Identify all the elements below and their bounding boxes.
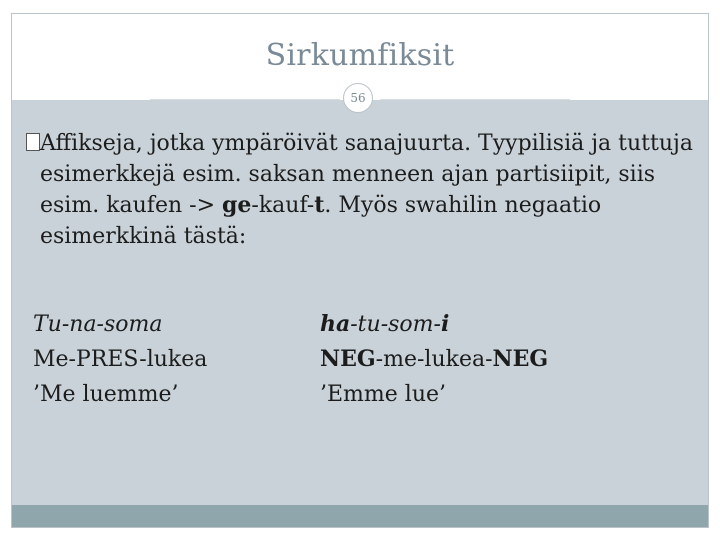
example-translation: ’Me luemme’ — [33, 382, 179, 407]
bullet-text — [32, 128, 702, 252]
example-left-column — [33, 307, 207, 412]
example-gloss: Me-PRES-lukea — [33, 347, 208, 372]
footer-bar — [12, 505, 708, 527]
bullet-paragraph — [32, 128, 702, 252]
bullet-box-icon — [26, 133, 40, 151]
example-gloss — [320, 342, 548, 377]
gloss-root: -me-lukea- — [375, 347, 493, 372]
example-right-column — [320, 307, 548, 412]
example-word: Tu-na-soma — [33, 312, 163, 337]
page-number-badge: 56 — [343, 83, 373, 113]
circumfix-suffix: i — [440, 311, 450, 337]
bullet-segment: . Myös swahilin negaatio esimerkkinä tästä: — [40, 193, 602, 249]
bullet-segment: Affikseja, jotka ympäröivät sanajuurta. Tyypilisiä ja tuttuja esimerkkejä esim. saksan menneen ajan partisiipit, siis esim. kaufen -> — [40, 131, 693, 218]
word-root: -tu-som- — [350, 312, 441, 337]
bullet-segment-bold: t — [314, 192, 325, 218]
bullet-segment-bold: ge — [222, 192, 252, 218]
example-word — [320, 307, 548, 342]
bullet-segment: -kauf- — [251, 193, 315, 218]
title-divider-left — [150, 99, 340, 100]
title-divider-right — [380, 99, 570, 100]
slide-title: Sirkumfiksit — [265, 38, 455, 73]
gloss-prefix: NEG — [320, 346, 376, 372]
gloss-suffix: NEG — [492, 346, 549, 372]
example-translation: ’Emme lue’ — [320, 382, 447, 407]
circumfix-prefix: ha — [320, 311, 351, 337]
